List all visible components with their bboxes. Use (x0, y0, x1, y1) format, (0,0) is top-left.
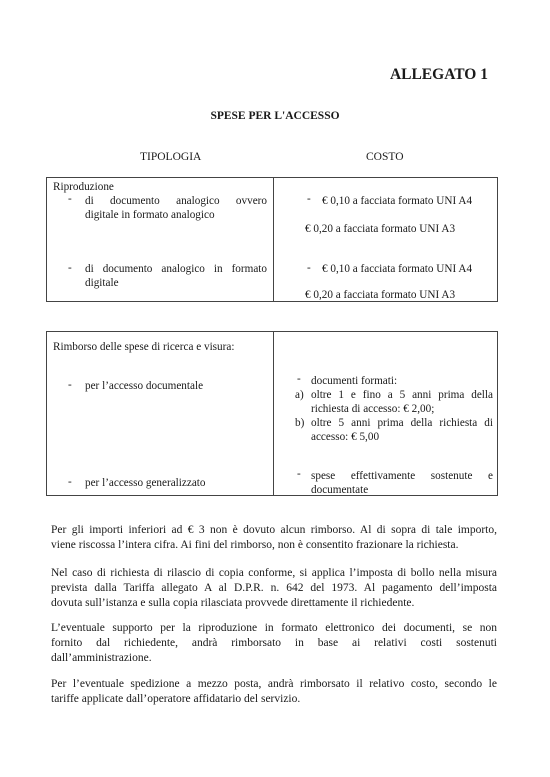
list-dash: - (68, 193, 72, 205)
costo-generalizzato-line2: documentate (311, 484, 369, 496)
column-header-costo: COSTO (366, 151, 404, 163)
costo-a-line1: oltre 1 e fino a 5 anni prima della (311, 389, 493, 401)
tipologia-row2-line1: di documento analogico in formato (85, 263, 267, 275)
paragraph-supporto-elettronico (51, 621, 497, 666)
table-column-divider (273, 332, 274, 495)
table-column-divider (273, 178, 274, 301)
costo-b-line2: accesso: € 5,00 (311, 431, 380, 443)
list-dash: - (297, 468, 301, 480)
list-dash: - (68, 379, 72, 391)
paragraph-line: prevista dalla Tariffa allegato A al D.P.R. n. 642 del 1973. Al pagamento dell’imposta (51, 582, 497, 594)
costo-row2-line1: € 0,10 a facciata formato UNI A4 (322, 263, 473, 275)
section-label-riproduzione: Riproduzione (53, 181, 114, 193)
list-marker-b: b) (295, 417, 305, 429)
section-label-rimborso: Rimborso delle spese di ricerca e visura: (53, 341, 235, 353)
costo-b-line1: oltre 5 anni prima della richiesta di (311, 417, 493, 429)
list-dash: - (68, 476, 72, 488)
paragraph-line: Per l’eventuale spedizione a mezzo posta, andrà rimborsato il relativo costo, secondo le (51, 678, 497, 690)
costo-generalizzato-line1: spese effettivamente sostenute e (311, 470, 493, 482)
paragraph-line: dall’amministrazione. (51, 652, 152, 664)
costo-row1-line2: € 0,20 a facciata formato UNI A3 (305, 223, 456, 235)
allegato-heading: ALLEGATO 1 (389, 66, 488, 83)
riproduzione-table (46, 177, 498, 302)
paragraph-copia-conforme (51, 566, 497, 611)
paragraph-spedizione-posta (51, 677, 497, 707)
list-marker-a: a) (295, 389, 304, 401)
tipologia-accesso-generalizzato: per l’accesso generalizzato (85, 477, 206, 489)
tipologia-row2-line2: digitale (85, 277, 119, 289)
paragraph-line: Nel caso di richiesta di rilascio di copia conforme, si applica l’imposta di bollo nella misura (51, 567, 497, 579)
tipologia-accesso-documentale: per l’accesso documentale (85, 380, 204, 392)
paragraph-line: Per gli importi inferiori ad € 3 non è dovuto alcun rimborso. Al di sopra di tale importo, (51, 524, 497, 536)
paragraph-line: viene riscossa l’intera cifra. Ai fini del rimborso, non è consentito frazionare la richiesta. (51, 539, 459, 551)
rimborso-table (46, 331, 498, 496)
list-dash: - (297, 373, 301, 385)
tipologia-row1-line1: di documento analogico ovvero (85, 195, 267, 207)
document-title: SPESE PER L'ACCESSO (210, 110, 340, 122)
column-header-tipologia: TIPOLOGIA (140, 151, 202, 163)
costo-row1-line1: € 0,10 a facciata formato UNI A4 (322, 195, 473, 207)
paragraph-line: L’eventuale supporto per la riproduzione in formato elettronico dei documenti, se non (51, 622, 497, 634)
costo-a-line2: richiesta di accesso: € 2,00; (311, 403, 435, 415)
list-dash: - (307, 262, 311, 274)
tipologia-row1-line2: digitale in formato analogico (85, 209, 215, 221)
costo-row2-line2: € 0,20 a facciata formato UNI A3 (305, 289, 456, 301)
list-dash: - (68, 262, 72, 274)
paragraph-line: fornito dal richiedente, andrà rimborsato in base ai relativi costi sostenuti (51, 637, 497, 649)
paragraph-importi-inferiori (51, 523, 497, 553)
costo-documenti-formati: documenti formati: (311, 375, 398, 387)
paragraph-line: dovuta sull’istanza e sulla copia rilasciata provvede direttamente il richiedente. (51, 597, 415, 609)
paragraph-line: tariffe applicate dall’operatore affidatario del servizio. (51, 693, 301, 705)
list-dash: - (307, 193, 311, 205)
